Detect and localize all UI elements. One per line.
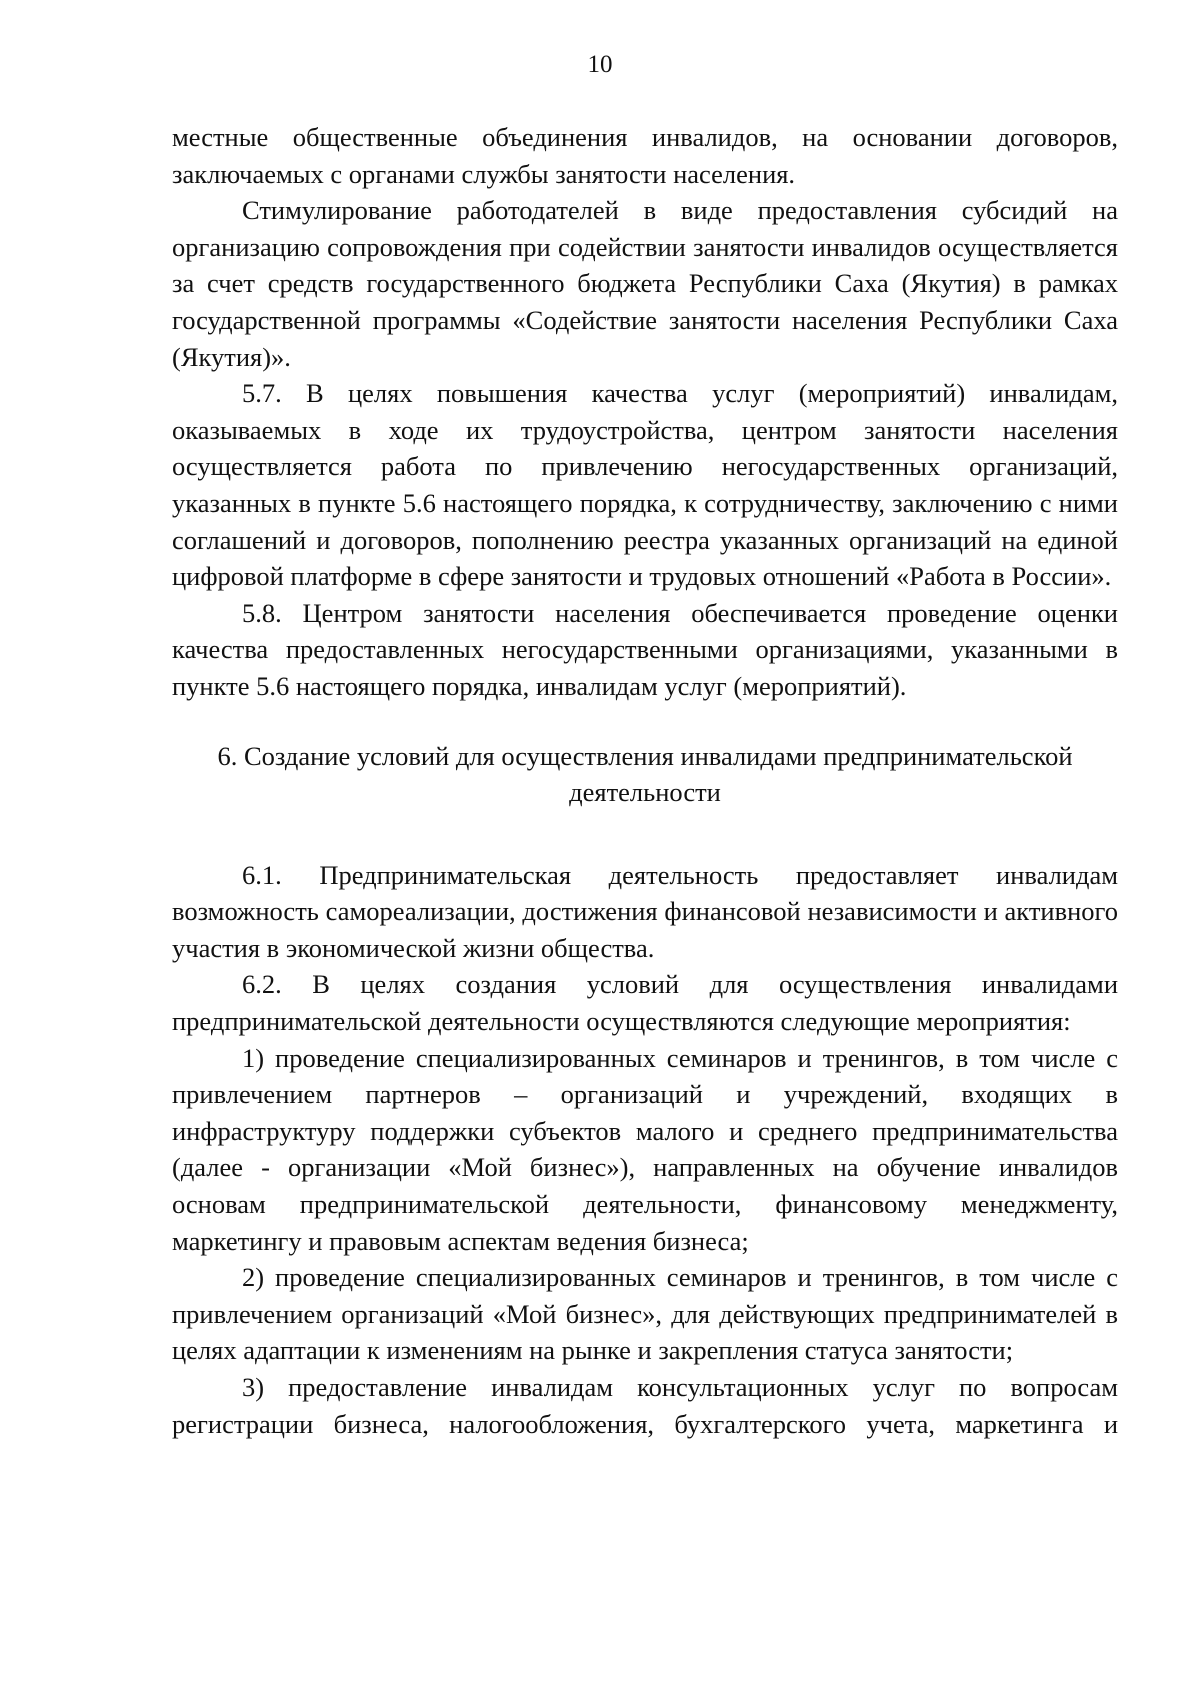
list-item-3: 3) предоставление инвалидам консультационных услуг по вопросам регистрации бизнеса, налогообложения, бухгалтерского учета, маркетинга и	[172, 1372, 1118, 1439]
section-title-line-1: 6. Создание условий для осуществления инвалидами предпринимательской	[217, 740, 1073, 771]
paragraph-5-7: 5.7. В целях повышения качества услуг (мероприятий) инвалидам, оказываемых в ходе их трудоустройства, центром занятости населения осуществляется работа по привлечению негосударственных организаций, указанных в пункте 5.6 настоящего порядка, к сотрудничеству, заключению с ними соглашений и договоров, пополнению реестра указанных организаций на единой цифровой платформе в сфере занятости и трудовых отношений «Работа в России».	[172, 378, 1118, 592]
paragraph-continuation: местные общественные объединения инвалидов, на основании договоров, заключаемых с органами службы занятости населения.	[172, 122, 1118, 189]
list-item-1: 1) проведение специализированных семинаров и тренингов, в том числе с привлечением партнеров – организаций и учреждений, входящих в инфраструктуру поддержки субъектов малого и среднего предпринимательства (далее - организации «Мой бизнес»), направленных на обучение инвалидов основам предпринимательской деятельности, финансовому менеджменту, маркетингу и правовым аспектам ведения бизнеса;	[172, 1042, 1118, 1256]
section-6-title	[172, 738, 1118, 811]
paragraph-6-2: 6.2. В целях создания условий для осуществления инвалидами предпринимательской деятельности осуществляются следующие мероприятия:	[172, 969, 1118, 1037]
paragraph-6-1: 6.1. Предпринимательская деятельность предоставляет инвалидам возможность самореализации, достижения финансовой независимости и активного участия в экономической жизни общества.	[172, 859, 1118, 963]
paragraph-subsidies: Стимулирование работодателей в виде предоставления субсидий на организацию сопровождения при содействии занятости инвалидов осуществляется за счет средств государственного бюджета Республики Саха (Якутия) в рамках государственной программы «Содействие занятости населения Республики Саха (Якутия)».	[172, 195, 1118, 372]
section-title-line-2: деятельности	[569, 777, 721, 808]
list-item-2: 2) проведение специализированных семинаров и тренингов, в том числе с привлечением организаций «Мой бизнес», для действующих предпринимателей в целях адаптации к изменениям на рынке и закрепления статуса занятости;	[172, 1262, 1118, 1366]
page-number: 10	[587, 51, 613, 78]
paragraph-5-8: 5.8. Центром занятости населения обеспечивается проведение оценки качества предоставленных негосударственными организациями, указанными в пункте 5.6 настоящего порядка, инвалидам услуг (мероприятий).	[172, 597, 1118, 701]
document-body	[172, 119, 1118, 1442]
